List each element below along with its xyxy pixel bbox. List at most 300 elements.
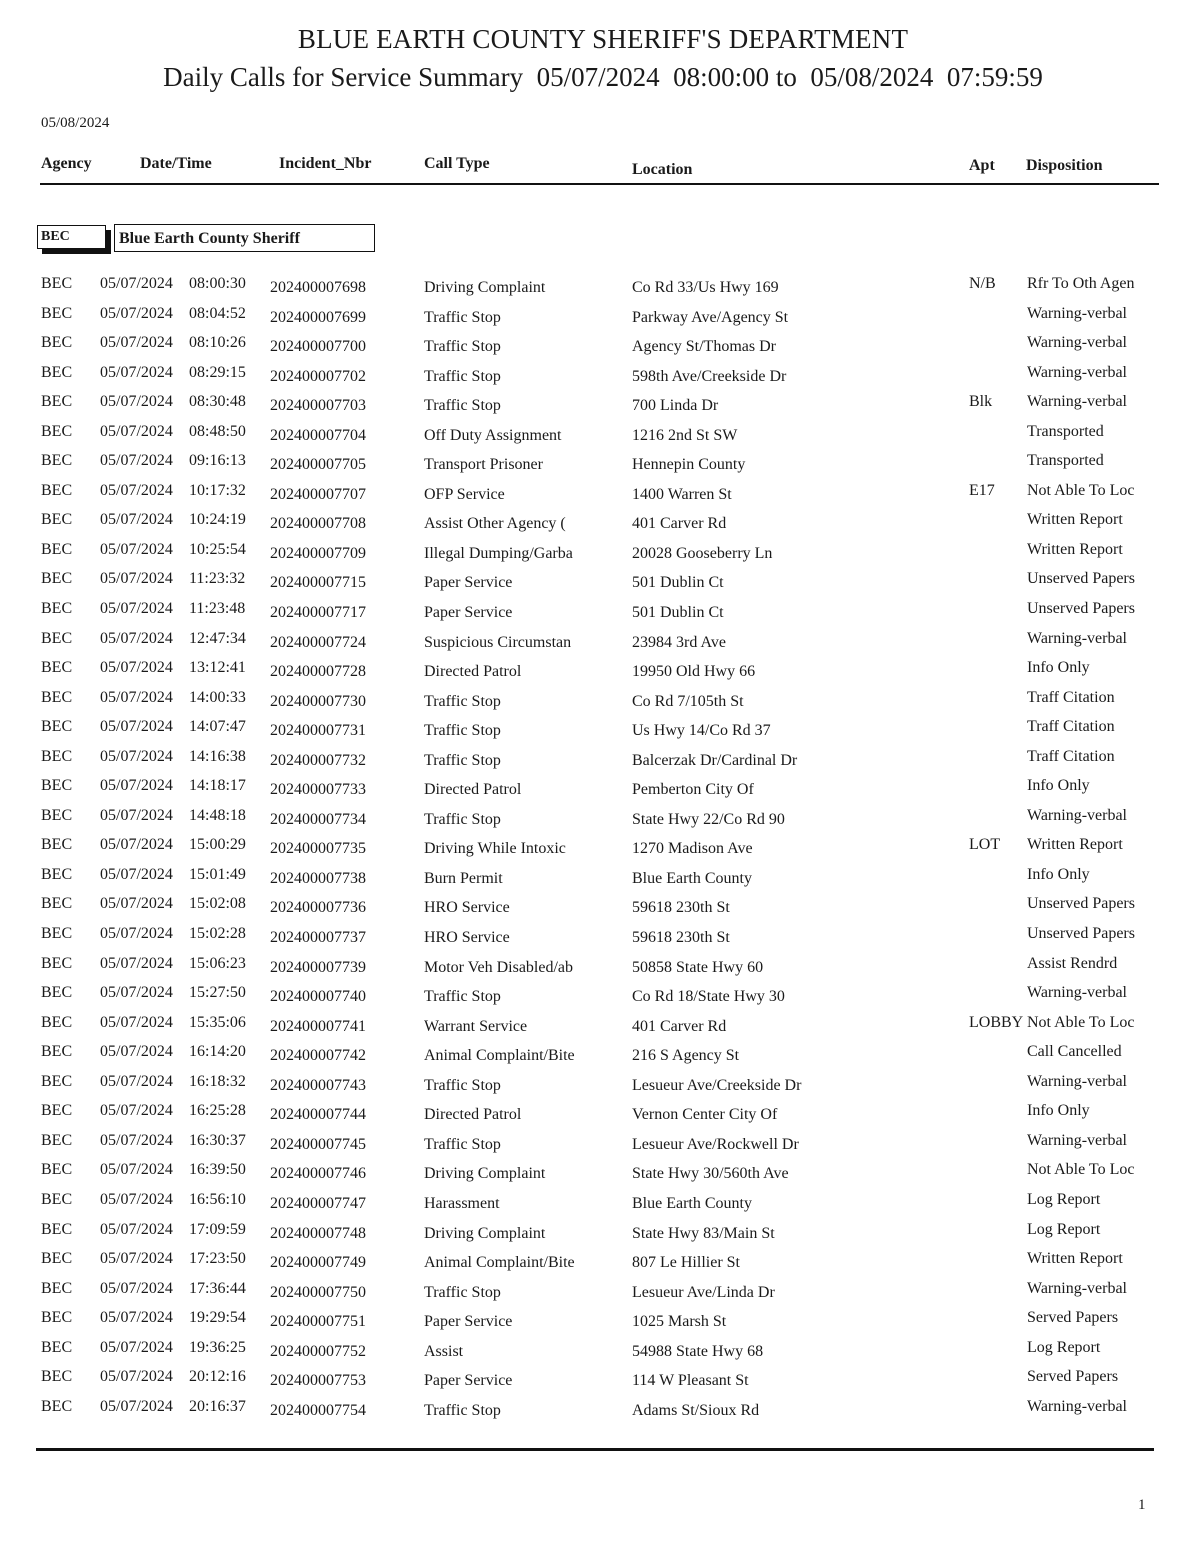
cell-time: 08:29:15 [189,363,246,381]
cell-call-type: Directed Patrol [424,663,522,681]
cell-call-type: Burn Permit [424,869,503,887]
cell-incident-number: 202400007750 [270,1283,366,1301]
cell-date: 05/07/2024 [100,954,173,972]
cell-call-type: Motor Veh Disabled/ab [424,958,574,976]
cell-call-type: Illegal Dumping/Garba [424,544,573,562]
cell-agency: BEC [41,275,73,292]
cell-agency: BEC [41,718,73,736]
table-row [0,393,1200,423]
cell-time: 17:36:44 [189,1279,246,1297]
cell-disposition: Written Report [1027,1250,1123,1268]
cell-disposition: Info Only [1027,865,1090,883]
cell-disposition: Not Able To Loc [1027,1161,1135,1179]
cell-incident-number: 202400007734 [270,810,366,828]
cell-agency: BEC [41,659,73,677]
cell-agency: BEC [41,984,73,1002]
cell-call-type: Harassment [424,1194,500,1212]
cell-call-type: Off Duty Assignment [424,426,562,444]
cell-incident-number: 202400007743 [270,1076,366,1094]
cell-date: 05/07/2024 [100,304,173,322]
cell-date: 05/07/2024 [100,1161,173,1179]
cell-incident-number: 202400007748 [270,1224,366,1242]
cell-date: 05/07/2024 [100,806,173,824]
cell-disposition: Served Papers [1027,1368,1119,1386]
cell-incident-number: 202400007731 [270,722,366,740]
cell-call-type: Directed Patrol [424,1106,522,1124]
cell-time: 14:48:18 [189,806,246,824]
table-row [0,718,1200,748]
cell-date: 05/07/2024 [100,1220,173,1238]
cell-location: 59618 230th St [632,899,730,917]
cell-date: 05/07/2024 [100,629,173,647]
table-row [0,452,1200,482]
cell-location: 501 Dublin Ct [632,574,724,592]
cell-date: 05/07/2024 [100,659,173,677]
cell-time: 10:25:54 [189,540,246,558]
table-row [0,748,1200,778]
cell-time: 19:29:54 [189,1309,246,1327]
cell-location: Co Rd 33/Us Hwy 169 [632,279,779,296]
cell-time: 16:25:28 [189,1102,246,1120]
cell-time: 14:00:33 [189,688,246,706]
cell-date: 05/07/2024 [100,1072,173,1090]
cell-time: 17:09:59 [189,1220,246,1238]
table-row [0,600,1200,630]
cell-disposition: Rfr To Oth Agen [1027,275,1135,292]
cell-incident-number: 202400007749 [270,1254,366,1272]
cell-call-type: Assist Other Agency ( [424,515,566,533]
cell-disposition: Unserved Papers [1027,570,1135,588]
cell-date: 05/07/2024 [100,1190,173,1208]
cell-date: 05/07/2024 [100,718,173,736]
cell-call-type: Traffic Stop [424,1135,501,1153]
cell-call-type: Traffic Stop [424,751,501,769]
cell-agency: BEC [41,747,73,765]
cell-location: Lesueur Ave/Linda Dr [632,1283,775,1301]
cell-agency: BEC [41,334,73,352]
cell-agency: BEC [41,393,73,411]
cell-agency: BEC [41,1043,73,1061]
cell-time: 15:01:49 [189,865,246,883]
cell-location: 401 Carver Rd [632,1017,727,1035]
cell-call-type: Driving Complaint [424,279,546,296]
cell-date: 05/07/2024 [100,422,173,440]
cell-location: 501 Dublin Ct [632,604,724,622]
cell-time: 16:30:37 [189,1131,246,1149]
cell-disposition: Unserved Papers [1027,600,1135,618]
cell-date: 05/07/2024 [100,925,173,943]
cell-agency: BEC [41,304,73,322]
report-title: BLUE EARTH COUNTY SHERIFF'S DEPARTMENT [297,24,909,54]
cell-call-type: Driving While Intoxic [424,840,566,858]
cell-apt: E17 [969,481,995,499]
column-header-location: Location [632,161,693,178]
cell-location: 19950 Old Hwy 66 [632,663,756,681]
cell-incident-number: 202400007707 [270,485,366,503]
cell-incident-number: 202400007746 [270,1165,366,1183]
table-row [0,364,1200,394]
cell-agency: BEC [41,954,73,972]
cell-disposition: Served Papers [1027,1309,1119,1327]
cell-incident-number: 202400007747 [270,1194,366,1212]
cell-time: 15:02:28 [189,925,246,943]
cell-time: 14:07:47 [189,718,246,736]
cell-disposition: Warning-verbal [1027,1072,1127,1090]
cell-time: 16:39:50 [189,1161,246,1179]
cell-agency: BEC [41,1250,73,1268]
cell-location: 700 Linda Dr [632,397,719,415]
cell-incident-number: 202400007738 [270,869,366,887]
table-row [0,541,1200,571]
cell-disposition: Warning-verbal [1027,984,1127,1002]
cell-date: 05/07/2024 [100,984,173,1002]
cell-call-type: HRO Service [424,899,510,917]
cell-call-type: Paper Service [424,604,513,622]
cell-disposition: Warning-verbal [1027,304,1127,322]
cell-disposition: Transported [1027,422,1104,440]
cell-agency: BEC [41,600,73,618]
cell-date: 05/07/2024 [100,393,173,411]
cell-location: Us Hwy 14/Co Rd 37 [632,722,771,740]
cell-call-type: Paper Service [424,1313,513,1331]
table-row [0,1191,1200,1221]
cell-time: 09:16:13 [189,452,246,470]
cell-call-type: HRO Service [424,929,510,947]
table-row [0,1014,1200,1044]
cell-incident-number: 202400007753 [270,1372,366,1390]
cell-disposition: Warning-verbal [1027,806,1127,824]
cell-incident-number: 202400007708 [270,515,366,533]
cell-disposition: Log Report [1027,1338,1101,1356]
cell-incident-number: 202400007751 [270,1313,366,1331]
cell-date: 05/07/2024 [100,1397,173,1415]
table-row [0,866,1200,896]
table-row [0,1368,1200,1398]
table-row [0,1398,1200,1428]
cell-date: 05/07/2024 [100,865,173,883]
table-row [0,1339,1200,1369]
cell-disposition: Not Able To Loc [1027,1013,1135,1031]
cell-date: 05/07/2024 [100,1368,173,1386]
report-subtitle: Daily Calls for Service Summary 05/07/2024 08:00:00 to 05/08/2024 07:59:59 [163,62,1043,92]
cell-call-type: Driving Complaint [424,1165,546,1183]
cell-disposition: Transported [1027,452,1104,470]
cell-time: 11:23:48 [189,600,246,618]
column-header-call-type: Call Type [424,155,490,172]
cell-date: 05/07/2024 [100,895,173,913]
cell-location: 59618 230th St [632,929,730,947]
cell-incident-number: 202400007735 [270,840,366,858]
cell-agency: BEC [41,688,73,706]
cell-date: 05/07/2024 [100,452,173,470]
cell-time: 15:02:08 [189,895,246,913]
cell-agency: BEC [41,540,73,558]
cell-time: 20:16:37 [189,1397,246,1415]
table-row [0,777,1200,807]
cell-incident-number: 202400007745 [270,1135,366,1153]
table-row [0,836,1200,866]
cell-time: 16:18:32 [189,1072,246,1090]
table-row [0,1309,1200,1339]
cell-agency: BEC [41,1338,73,1356]
cell-date: 05/07/2024 [100,275,173,292]
cell-call-type: OFP Service [424,485,505,503]
cell-disposition: Not Able To Loc [1027,481,1135,499]
cell-agency: BEC [41,422,73,440]
cell-date: 05/07/2024 [100,1338,173,1356]
cell-date: 05/07/2024 [100,777,173,795]
cell-call-type: Traffic Stop [424,692,501,710]
cell-agency: BEC [41,629,73,647]
cell-agency: BEC [41,363,73,381]
cell-call-type: Paper Service [424,1372,513,1390]
agency-group-name: Blue Earth County Sheriff [114,224,375,252]
calls-table [0,275,1200,1427]
cell-agency: BEC [41,1309,73,1327]
cell-disposition: Assist Rendrd [1027,954,1118,972]
cell-incident-number: 202400007704 [270,426,366,444]
cell-incident-number: 202400007717 [270,604,366,622]
cell-time: 10:24:19 [189,511,246,529]
cell-call-type: Warrant Service [424,1017,528,1035]
cell-incident-number: 202400007754 [270,1401,366,1419]
cell-disposition: Warning-verbal [1027,1279,1127,1297]
cell-incident-number: 202400007700 [270,338,366,356]
cell-location: 216 S Agency St [632,1047,740,1065]
cell-date: 05/07/2024 [100,1309,173,1327]
cell-call-type: Traffic Stop [424,810,501,828]
cell-location: 401 Carver Rd [632,515,727,533]
cell-time: 16:56:10 [189,1190,246,1208]
table-row [0,1250,1200,1280]
cell-call-type: Traffic Stop [424,308,501,326]
header-divider [40,183,1159,185]
column-header-apt: Apt [969,157,995,174]
cell-location: Co Rd 7/105th St [632,692,744,710]
cell-time: 14:18:17 [189,777,246,795]
cell-date: 05/07/2024 [100,481,173,499]
table-row [0,1043,1200,1073]
cell-incident-number: 202400007699 [270,308,366,326]
cell-location: 598th Ave/Creekside Dr [632,367,787,385]
cell-call-type: Traffic Stop [424,988,501,1006]
cell-agency: BEC [41,481,73,499]
cell-call-type: Paper Service [424,574,513,592]
cell-date: 05/07/2024 [100,363,173,381]
cell-incident-number: 202400007736 [270,899,366,917]
cell-agency: BEC [41,1190,73,1208]
cell-date: 05/07/2024 [100,511,173,529]
cell-location: Parkway Ave/Agency St [632,308,789,326]
cell-agency: BEC [41,1072,73,1090]
cell-incident-number: 202400007698 [270,279,366,296]
cell-time: 16:14:20 [189,1043,246,1061]
table-row [0,570,1200,600]
cell-date: 05/07/2024 [100,836,173,854]
cell-agency: BEC [41,806,73,824]
cell-time: 15:35:06 [189,1013,246,1031]
cell-disposition: Unserved Papers [1027,925,1135,943]
cell-time: 08:00:30 [189,275,246,292]
cell-call-type: Traffic Stop [424,1283,501,1301]
cell-apt: LOT [969,836,1001,854]
cell-location: State Hwy 30/560th Ave [632,1165,789,1183]
table-row [0,895,1200,925]
print-date: 05/08/2024 [41,115,110,131]
cell-call-type: Animal Complaint/Bite [424,1254,575,1272]
cell-location: 20028 Gooseberry Ln [632,544,773,562]
cell-incident-number: 202400007737 [270,929,366,947]
cell-date: 05/07/2024 [100,334,173,352]
cell-agency: BEC [41,895,73,913]
cell-time: 17:23:50 [189,1250,246,1268]
cell-agency: BEC [41,511,73,529]
cell-time: 12:47:34 [189,629,246,647]
cell-agency: BEC [41,865,73,883]
cell-incident-number: 202400007752 [270,1342,366,1360]
table-row [0,807,1200,837]
table-row [0,925,1200,955]
cell-incident-number: 202400007715 [270,574,366,592]
cell-time: 08:10:26 [189,334,246,352]
cell-call-type: Animal Complaint/Bite [424,1047,575,1065]
cell-time: 15:06:23 [189,954,246,972]
cell-time: 14:16:38 [189,747,246,765]
table-row [0,984,1200,1014]
agency-group-code: BEC [37,225,106,249]
cell-date: 05/07/2024 [100,1043,173,1061]
cell-call-type: Suspicious Circumstan [424,633,572,651]
cell-disposition: Written Report [1027,836,1123,854]
cell-date: 05/07/2024 [100,1013,173,1031]
cell-call-type: Assist [424,1342,464,1360]
cell-date: 05/07/2024 [100,1279,173,1297]
cell-location: 23984 3rd Ave [632,633,726,651]
cell-disposition: Written Report [1027,511,1123,529]
cell-incident-number: 202400007744 [270,1106,366,1124]
cell-incident-number: 202400007740 [270,988,366,1006]
cell-disposition: Warning-verbal [1027,1131,1127,1149]
table-row [0,334,1200,364]
cell-time: 10:17:32 [189,481,246,499]
cell-time: 15:00:29 [189,836,246,854]
cell-time: 15:27:50 [189,984,246,1002]
cell-date: 05/07/2024 [100,747,173,765]
cell-incident-number: 202400007742 [270,1047,366,1065]
cell-location: Lesueur Ave/Creekside Dr [632,1076,802,1094]
cell-call-type: Traffic Stop [424,1401,501,1419]
cell-time: 08:04:52 [189,304,246,322]
cell-disposition: Warning-verbal [1027,629,1127,647]
cell-disposition: Written Report [1027,540,1123,558]
cell-incident-number: 202400007733 [270,781,366,799]
cell-date: 05/07/2024 [100,600,173,618]
cell-call-type: Traffic Stop [424,397,501,415]
cell-time: 08:30:48 [189,393,246,411]
cell-disposition: Warning-verbal [1027,334,1127,352]
cell-location: 1400 Warren St [632,485,732,503]
cell-date: 05/07/2024 [100,1131,173,1149]
table-row [0,423,1200,453]
cell-incident-number: 202400007703 [270,397,366,415]
cell-location: 114 W Pleasant St [632,1372,749,1390]
cell-agency: BEC [41,1013,73,1031]
cell-agency: BEC [41,1131,73,1149]
cell-location: 807 Le Hillier St [632,1254,740,1272]
cell-disposition: Info Only [1027,777,1090,795]
cell-agency: BEC [41,1220,73,1238]
cell-location: Balcerzak Dr/Cardinal Dr [632,751,798,769]
cell-location: 54988 State Hwy 68 [632,1342,764,1360]
cell-time: 13:12:41 [189,659,246,677]
table-row [0,511,1200,541]
cell-location: Vernon Center City Of [632,1106,778,1124]
cell-call-type: Driving Complaint [424,1224,546,1242]
cell-location: State Hwy 22/Co Rd 90 [632,810,785,828]
table-row [0,1221,1200,1251]
cell-incident-number: 202400007709 [270,544,366,562]
cell-incident-number: 202400007730 [270,692,366,710]
cell-disposition: Call Cancelled [1027,1043,1122,1061]
cell-disposition: Log Report [1027,1220,1101,1238]
cell-location: 50858 State Hwy 60 [632,958,764,976]
cell-location: Co Rd 18/State Hwy 30 [632,988,785,1006]
cell-call-type: Traffic Stop [424,722,501,740]
cell-agency: BEC [41,452,73,470]
table-row [0,955,1200,985]
cell-location: Agency St/Thomas Dr [632,338,776,356]
cell-location: State Hwy 83/Main St [632,1224,775,1242]
cell-date: 05/07/2024 [100,1250,173,1268]
cell-call-type: Traffic Stop [424,1076,501,1094]
cell-incident-number: 202400007702 [270,367,366,385]
cell-disposition: Unserved Papers [1027,895,1135,913]
cell-call-type: Transport Prisoner [424,456,543,474]
cell-agency: BEC [41,570,73,588]
column-header-incident: Incident_Nbr [279,155,372,172]
cell-location: Blue Earth County [632,869,752,887]
cell-location: Blue Earth County [632,1194,752,1212]
cell-date: 05/07/2024 [100,540,173,558]
table-row [0,482,1200,512]
cell-location: 1270 Madison Ave [632,840,753,858]
page-number: 1 [1138,1497,1146,1513]
cell-disposition: Warning-verbal [1027,393,1127,411]
cell-disposition: Traff Citation [1027,718,1115,736]
cell-agency: BEC [41,1368,73,1386]
cell-disposition: Warning-verbal [1027,363,1127,381]
cell-incident-number: 202400007741 [270,1017,366,1035]
table-row [0,630,1200,660]
cell-call-type: Traffic Stop [424,367,501,385]
cell-disposition: Info Only [1027,1102,1090,1120]
cell-agency: BEC [41,925,73,943]
cell-incident-number: 202400007728 [270,663,366,681]
cell-location: Hennepin County [632,456,746,474]
cell-time: 08:48:50 [189,422,246,440]
cell-incident-number: 202400007739 [270,958,366,976]
cell-disposition: Traff Citation [1027,688,1115,706]
cell-agency: BEC [41,1161,73,1179]
cell-incident-number: 202400007724 [270,633,366,651]
cell-apt: N/B [969,275,996,292]
column-header-datetime: Date/Time [140,155,212,172]
cell-disposition: Warning-verbal [1027,1397,1127,1415]
footer-divider [36,1448,1154,1451]
cell-agency: BEC [41,1279,73,1297]
cell-time: 20:12:16 [189,1368,246,1386]
cell-call-type: Traffic Stop [424,338,501,356]
